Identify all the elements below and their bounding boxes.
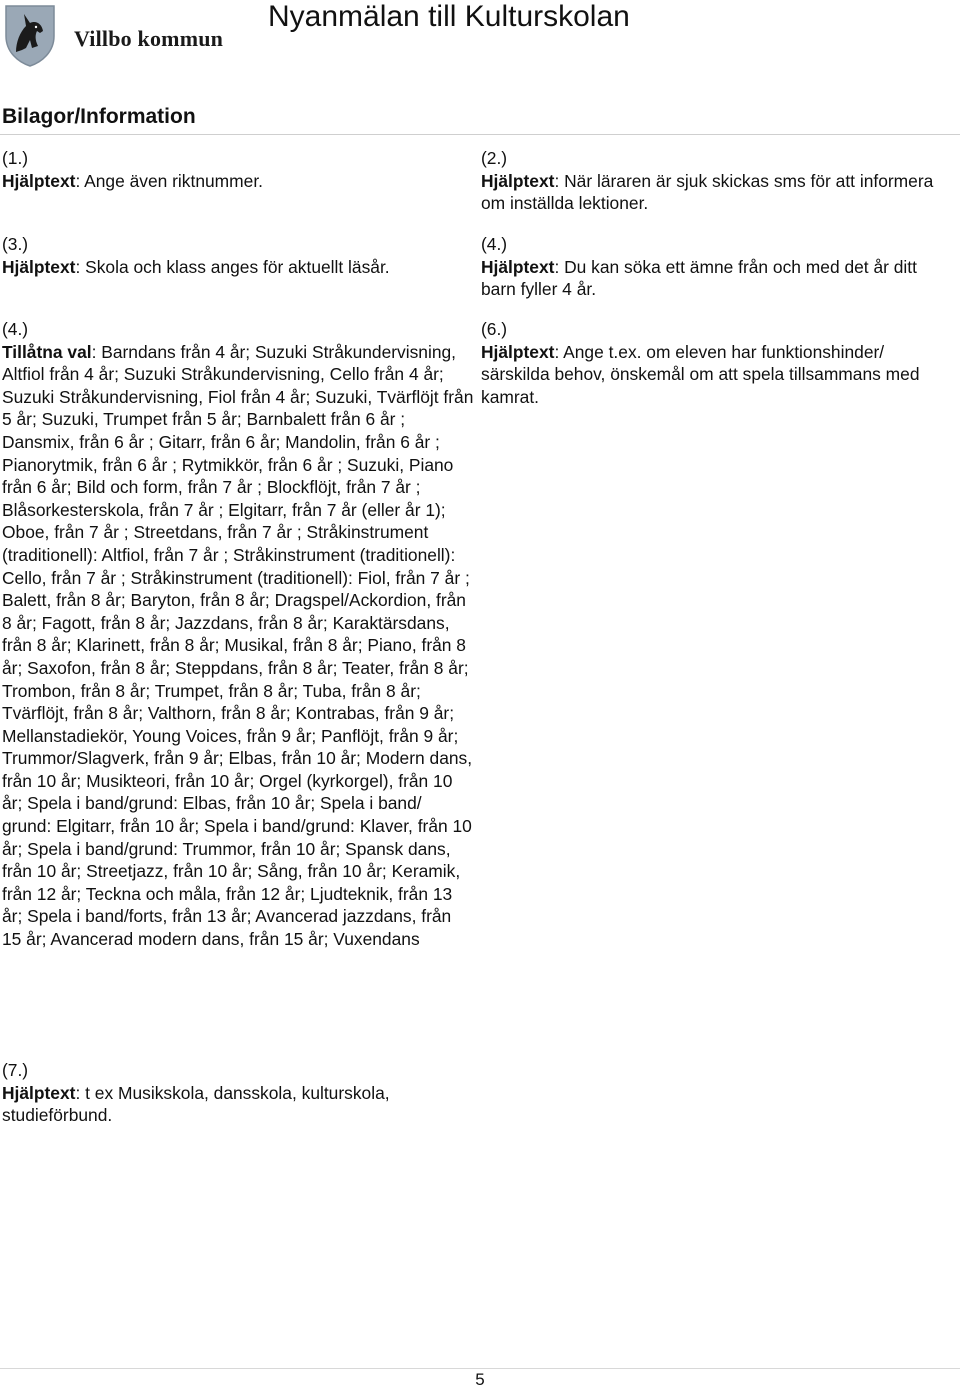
note-2 — [481, 147, 941, 215]
section-title: Bilagor/Information — [2, 105, 196, 128]
note-text: : Du kan söka ett ämne från och med det år ditt barn fyller 4 år. — [481, 256, 917, 300]
note-body — [2, 341, 474, 951]
note-label: Hjälptext — [2, 170, 76, 191]
page-number: 5 — [475, 1370, 485, 1389]
note-number: (2.) — [481, 148, 508, 168]
note-label: Hjälptext — [2, 1082, 76, 1103]
note-text: : t ex Musikskola, dansskola, kulturskola, studieförbund. — [2, 1082, 390, 1126]
note-6 — [481, 318, 941, 408]
document-title: Nyanmälan till Kulturskolan — [268, 0, 630, 33]
note-number: (7.) — [2, 1060, 29, 1080]
note-4-allowed-choices — [2, 318, 474, 951]
note-body — [481, 170, 941, 215]
note-1 — [2, 147, 452, 192]
footer-divider — [0, 1368, 960, 1369]
note-number: (4.) — [481, 234, 508, 254]
note-number: (6.) — [481, 319, 508, 339]
note-body — [2, 1082, 452, 1127]
note-label: Hjälptext — [481, 256, 555, 277]
note-label: Hjälptext — [481, 170, 555, 191]
note-number: (4.) — [2, 319, 29, 339]
note-text: : Ange t.ex. om eleven har funktionshinder/ särskilda behov, önskemål om att spela tillsammans med kamrat. — [481, 341, 920, 407]
note-text: : Skola och klass anges för aktuellt läsår. — [75, 256, 390, 277]
note-text: : Barndans från 4 år; Suzuki Stråkundervisning, Altfiol från 4 år; Suzuki Stråkundervisning, Cello från 4 år; Suzuki Stråkundervisning, Fiol från 4 år; Suzuki, Tvärflöjt från 5 år; Suzuki, Trumpet från 5 år; Barnbalett från 6 år ; Dansmix, från 6 år ; Gitarr, från 6 år; Mandolin, från 6 år ; Pianorytmik, från 6 år ; Rytmikkör, från 6 år ; Suzuki, Piano från 6 år; Bild och form, från 7 år ; Blockflöjt, från 7 år ; Blåsorkesterskola, från 7 år ; Elgitarr, från 7 år (eller år 1); Oboe, från 7 år ; Streetdans, från 7 år ; Stråkinstrument (traditionell): Altfiol, från 7 år ; Stråkinstrument (traditionell): Cello, från 7 år ; Stråkinstrument (traditionell): Fiol, från 7 år ; Balett, från 8 år; Baryton, från 8 år; Dragspel/Ackordion, från 8 år; Fagott, från 8 år; Jazzdans, från 8 år; Karaktärsdans, från 8 år; Klarinett, från 8 år; Musikal, från 8 år; Piano, från 8 år; Saxofon, från 8 år; Steppdans, från 8 år; Teater, från 8 år; Trombon, från 8 år; Trumpet, från 8 år; Tuba, från 8 år; Tvärflöjt, från 8 år; Valthorn, från 8 år; Kontrabas, från 9 år; Mellanstadiekör, Young Voices, från 9 år; Panflöjt, från 9 år; Trummor/Slagverk, från 9 år; Elbas, från 10 år; Modern dans, från 10 år; Musikteori, från 10 år; Orgel (kyrkorgel), från 10 år; Spela i band/grund: Elbas, från 10 år; Spela i band/ grund: Elgitarr, från 10 år; Spela i band/grund: Klaver, från 10 år; Spela i band/grund: Trummor, från 10 år; Spansk dans, från 10 år; Streetjazz, från 10 år; Sång, från 10 år; Keramik, från 12 år; Teckna och måla, från 12 år; Ljudteknik, från 13 år; Spela i band/forts, från 13 år; Avancerad jazzdans, från 15 år; Avancerad modern dans, från 15 år; Vuxendans — [2, 341, 474, 950]
note-number: (3.) — [2, 234, 29, 254]
note-body — [2, 170, 452, 193]
section-divider — [0, 134, 960, 135]
note-label: Tillåtna val — [2, 341, 92, 362]
note-body — [481, 256, 941, 301]
municipality-logo — [2, 2, 252, 70]
note-body — [2, 256, 452, 279]
unicorn-shield-icon — [2, 2, 58, 68]
logo-text: Villbo kommun — [74, 26, 224, 51]
note-label: Hjälptext — [481, 341, 555, 362]
note-4-help — [481, 233, 941, 301]
note-text: : När läraren är sjuk skickas sms för att informera om inställda lektioner. — [481, 170, 934, 214]
note-label: Hjälptext — [2, 256, 76, 277]
note-text: : Ange även riktnummer. — [75, 170, 263, 191]
page-header — [0, 0, 960, 72]
note-number: (1.) — [2, 148, 29, 168]
note-3 — [2, 233, 452, 278]
note-7 — [2, 1059, 452, 1127]
note-body — [481, 341, 941, 409]
